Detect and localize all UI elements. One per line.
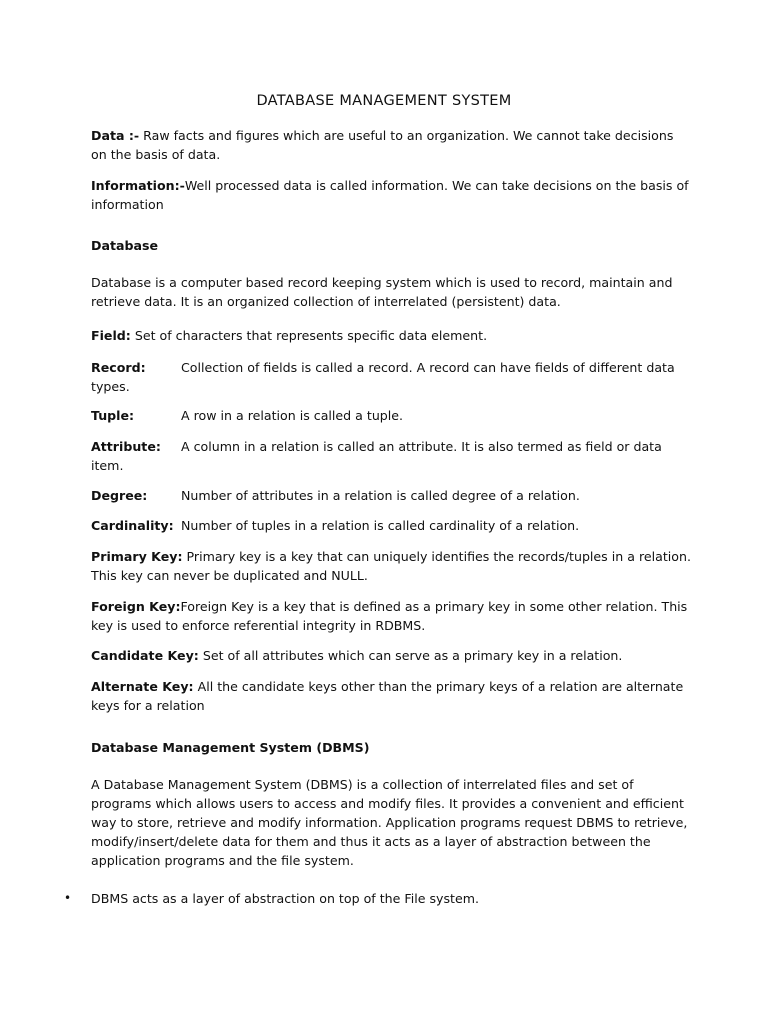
- bullet-item: DBMS acts as a layer of abstraction on top of the File system.: [91, 891, 479, 906]
- candidate-key-text: Set of all attributes which can serve as a primary key in a relation.: [198, 648, 623, 663]
- candidate-key-definition: [91, 646, 691, 665]
- record-definition: [91, 358, 691, 396]
- cardinality-term: Cardinality:: [91, 518, 174, 533]
- database-paragraph: Database is a computer based record keeping system which is used to record, maintain and retrieve data. It is an organized collection of interrelated (persistent) data.: [91, 275, 673, 309]
- tuple-term: Tuple:: [91, 408, 135, 423]
- dbms-paragraph: A Database Management System (DBMS) is a collection of interrelated files and set of programs which allows users to access and modify files. It provides a convenient and efficient way to store, retrieve and modify information. Application programs request DBMS to retrieve, modify/insert/delete data for them and thus it acts as a layer of abstraction between the application programs and the file system.: [91, 777, 688, 868]
- dbms-heading: Database Management System (DBMS): [91, 740, 370, 755]
- primary-key-term: Primary Key:: [91, 549, 183, 564]
- data-text: Raw facts and figures which are useful to an organization. We cannot take decisions on the basis of data.: [91, 128, 674, 162]
- degree-text: Number of attributes in a relation is called degree of a relation.: [181, 488, 580, 503]
- attribute-text: A column in a relation is called an attribute. It is also termed as field or data item.: [91, 439, 662, 473]
- field-term: Field:: [91, 328, 131, 343]
- tuple-definition: [91, 406, 691, 425]
- information-term: Information:-: [91, 178, 185, 193]
- primary-key-definition: [91, 547, 691, 585]
- candidate-key-term: Candidate Key:: [91, 648, 199, 663]
- alternate-key-definition: [91, 677, 691, 715]
- bullet-icon: •: [64, 891, 72, 905]
- field-definition: [91, 326, 691, 345]
- record-text: Collection of fields is called a record. A record can have fields of different data types.: [91, 360, 675, 394]
- cardinality-text: Number of tuples in a relation is called cardinality of a relation.: [181, 518, 580, 533]
- foreign-key-term: Foreign Key:: [91, 599, 181, 614]
- attribute-definition: [91, 437, 691, 475]
- attribute-term: Attribute:: [91, 439, 161, 454]
- database-heading: Database: [91, 238, 159, 253]
- record-term: Record:: [91, 360, 146, 375]
- cardinality-definition: [91, 516, 691, 535]
- data-term: Data :-: [91, 128, 140, 143]
- field-text: Set of characters that represents specific data element.: [130, 328, 488, 343]
- document-title: DATABASE MANAGEMENT SYSTEM: [256, 93, 512, 109]
- alternate-key-term: Alternate Key:: [91, 679, 194, 694]
- primary-key-text: Primary key is a key that can uniquely identifies the records/tuples in a relation. This key can never be duplicated and NULL.: [91, 549, 691, 583]
- foreign-key-definition: [91, 597, 691, 635]
- tuple-text: A row in a relation is called a tuple.: [181, 408, 404, 423]
- degree-definition: [91, 486, 691, 505]
- data-definition: [91, 126, 691, 164]
- foreign-key-text: Foreign Key is a key that is defined as a primary key in some other relation. This key is used to enforce referential integrity in RDBMS.: [91, 599, 688, 633]
- information-definition: [91, 176, 691, 214]
- alternate-key-text: All the candidate keys other than the primary keys of a relation are alternate keys for a relation: [91, 679, 684, 713]
- information-text: Well processed data is called information. We can take decisions on the basis of information: [91, 178, 689, 212]
- degree-term: Degree:: [91, 488, 148, 503]
